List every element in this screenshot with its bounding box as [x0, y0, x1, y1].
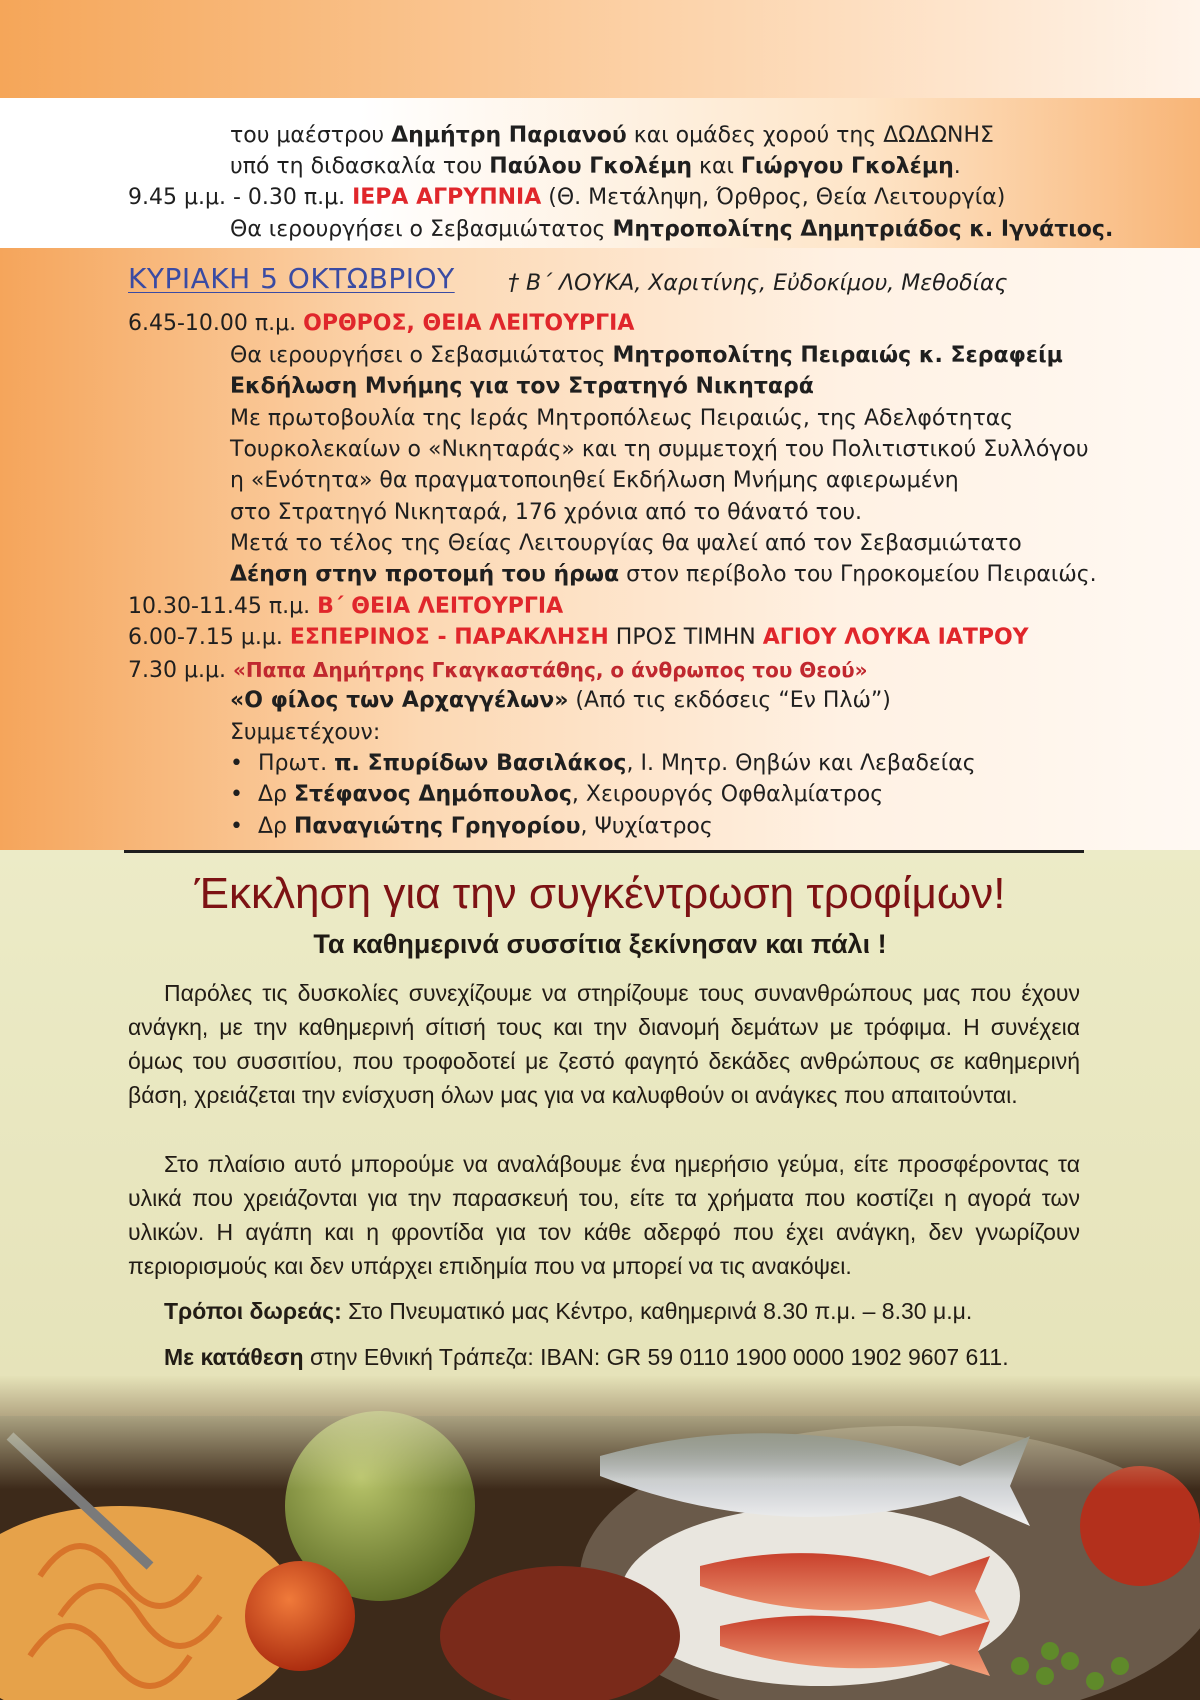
donation-method: [164, 1296, 972, 1326]
appeal-paragraph: Στο πλαίσιο αυτό μπορούμε να αναλάβουμε ένα ημερήσιο γεύμα, είτε προσφέροντας τα υλικά που χρειάζονται για την παρασκευή του, είτε τα χρήματα που κοστίζει η αγορά των υλικών. Η αγάπη και η φροντίδα για τον κάθε αδερφό που έχει ανάγκη, δεν γνωρίζουν περιορισμούς και δεν υπάρχει επιδημία που να μπορεί να τις ανακόψει.: [128, 1151, 1080, 1279]
appeal-subtitle: Τα καθημερινά συσσίτια ξεκίνησαν και πάλι !: [313, 929, 887, 959]
program-event: [128, 184, 1005, 212]
text: , Ι. Μητρ. Θηβών και Λεβαδείας: [626, 751, 976, 776]
event-title: «Παπα Δημήτρης Γκαγκαστάθης, ο άνθρωπος του Θεού»: [232, 658, 868, 682]
text: Στο Πνευματικό μας Κέντρο, καθημερινά 8.30 π.μ. – 8.30 μ.μ.: [341, 1298, 973, 1324]
program-line: Με πρωτοβουλία της Ιεράς Μητροπόλεως Πειραιώς, της Αδελφότητας: [230, 406, 1014, 431]
text: ΠΡΟΣ ΤΙΜΗΝ: [608, 625, 763, 650]
name: Παναγιώτης Γρηγορίου: [294, 814, 581, 839]
text: Δρ: [257, 782, 294, 807]
event-details: (Θ. Μετάληψη, Όρθρος, Θεία Λειτουργία): [541, 185, 1006, 210]
saints-of-day: † Β΄ ΛΟΥΚΑ, Χαριτίνης, Εὐδοκίμου, Μεθοδίας: [508, 271, 1008, 296]
text: Δρ: [257, 814, 294, 839]
event-title: ΕΣΠΕΡΙΝΟΣ - ΠΑΡΑΚΛΗΣΗ: [289, 625, 609, 650]
top-orange-band: [0, 0, 1200, 98]
participant-item: [230, 781, 883, 809]
program-event: [128, 656, 868, 685]
program-line: Μετά το τέλος της Θείας Λειτουργίας θα ψαλεί από τον Σεβασμιώτατο: [230, 531, 1022, 556]
label: Με κατάθεση: [164, 1344, 304, 1370]
program-line: στο Στρατηγό Νικηταρά, 176 χρόνια από το θάνατό του.: [230, 500, 863, 525]
program-event: [128, 624, 1029, 652]
donation-method: [164, 1342, 1009, 1372]
event-time: 10.30-11.45 π.μ.: [128, 594, 318, 619]
event-title: ΟΡΘΡΟΣ, ΘΕΙΑ ΛΕΙΤΟΥΡΓΙΑ: [303, 311, 635, 336]
text: Πρωτ.: [257, 751, 335, 776]
program-line: [230, 342, 1063, 370]
text: και: [692, 154, 741, 179]
program-line: [230, 687, 891, 715]
name: Μητροπολίτης Πειραιώς κ. Σεραφείμ: [612, 343, 1063, 368]
text: και ομάδες χορού της ΔΩΔΩΝΗΣ: [626, 123, 994, 148]
appeal-title: Έκκληση για την συγκέντρωση τροφίμων!: [194, 869, 1006, 918]
text: , Ψυχίατρος: [580, 814, 713, 839]
text: του μαέστρου: [230, 123, 392, 148]
program-line: Εκδήλωση Μνήμης για τον Στρατηγό Νικηταρά: [230, 374, 814, 399]
program-line: [230, 153, 961, 181]
program-line: [230, 561, 1097, 589]
text: υπό τη διδασκαλία του: [230, 154, 490, 179]
appeal-paragraph: Παρόλες τις δυσκολίες συνεχίζουμε να στηρίζουμε τους συνανθρώπους μας που έχουν ανάγκη, με την καθημερινή σίτισή τους και την διανομή δεμάτων με τρόφιμα. Η συνέχεια όμως του συσσιτίου, που τροφοδοτεί με ζεστό φαγητό δεκάδες ανθρώπους σε καθημερινή βάση, χρειάζεται την ενίσχυση όλων μας για να καλυφθούν οι ανάγκες που απαιτούνται.: [128, 980, 1080, 1108]
program-line: [230, 122, 994, 150]
text: στην Εθνική Τράπεζα: IBAN: GR 59 0110 1900 0000 1902 9607 611.: [303, 1344, 1009, 1370]
event-time: 7.30 μ.μ.: [128, 658, 233, 683]
program-event: [128, 310, 634, 338]
program-line: η «Ενότητα» θα πραγματοποιηθεί Εκδήλωση Μνήμης αφιερωμένη: [230, 468, 959, 493]
program-event: [128, 593, 563, 621]
event-title: ΑΓΙΟΥ ΛΟΥΚΑ ΙΑΤΡΟΥ: [762, 625, 1029, 650]
day-heading: ΚΥΡΙΑΚΗ 5 ΟΚΤΩΒΡΙΟΥ: [128, 262, 455, 295]
event-title: Β΄ ΘΕΙΑ ΛΕΙΤΟΥΡΓΙΑ: [317, 594, 564, 619]
participant-item: [230, 813, 713, 841]
program-line: [230, 216, 1113, 244]
text: Θα ιερουργήσει ο Σεβασμιώτατος: [230, 343, 613, 368]
text: Θα ιερουργήσει ο Σεβασμιώτατος: [230, 217, 613, 242]
event-time: 6.00-7.15 μ.μ.: [128, 625, 290, 650]
food-image: [0, 1376, 1200, 1700]
name: Μητροπολίτης Δημητριάδος κ. Ιγνάτιος.: [612, 217, 1114, 242]
program-line: Συμμετέχουν:: [230, 720, 381, 745]
event-title: ΙΕΡΑ ΑΓΡΥΠΝΙΑ: [352, 185, 542, 210]
text: στον περίβολο του Γηροκομείου Πειραιώς.: [619, 562, 1097, 587]
label: Τρόποι δωρεάς:: [164, 1298, 342, 1324]
program-line: Τουρκολεκαίων ο «Νικηταράς» και τη συμμετοχή του Πολιτιστικού Συλλόγου: [230, 437, 1089, 462]
name: Δέηση στην προτομή του ήρωα: [230, 562, 620, 587]
name: π. Σπυρίδων Βασιλάκος: [334, 751, 627, 776]
text: .: [953, 154, 961, 179]
book-title: «Ο φίλος των Αρχαγγέλων»: [230, 688, 569, 713]
name: Γιώργου Γκολέμη: [740, 154, 954, 179]
event-time: 9.45 μ.μ. - 0.30 π.μ.: [128, 185, 353, 210]
name: Παύλου Γκολέμη: [489, 154, 692, 179]
name: Δημήτρη Παριανού: [391, 123, 627, 148]
event-time: 6.45-10.00 π.μ.: [128, 311, 304, 336]
text: (Από τις εκδόσεις “Εν Πλώ”): [568, 688, 891, 713]
name: Στέφανος Δημόπουλος: [294, 782, 572, 807]
text: , Χειρουργός Οφθαλμίατρος: [571, 782, 884, 807]
section-divider: [124, 850, 1084, 853]
participant-item: [230, 750, 976, 778]
